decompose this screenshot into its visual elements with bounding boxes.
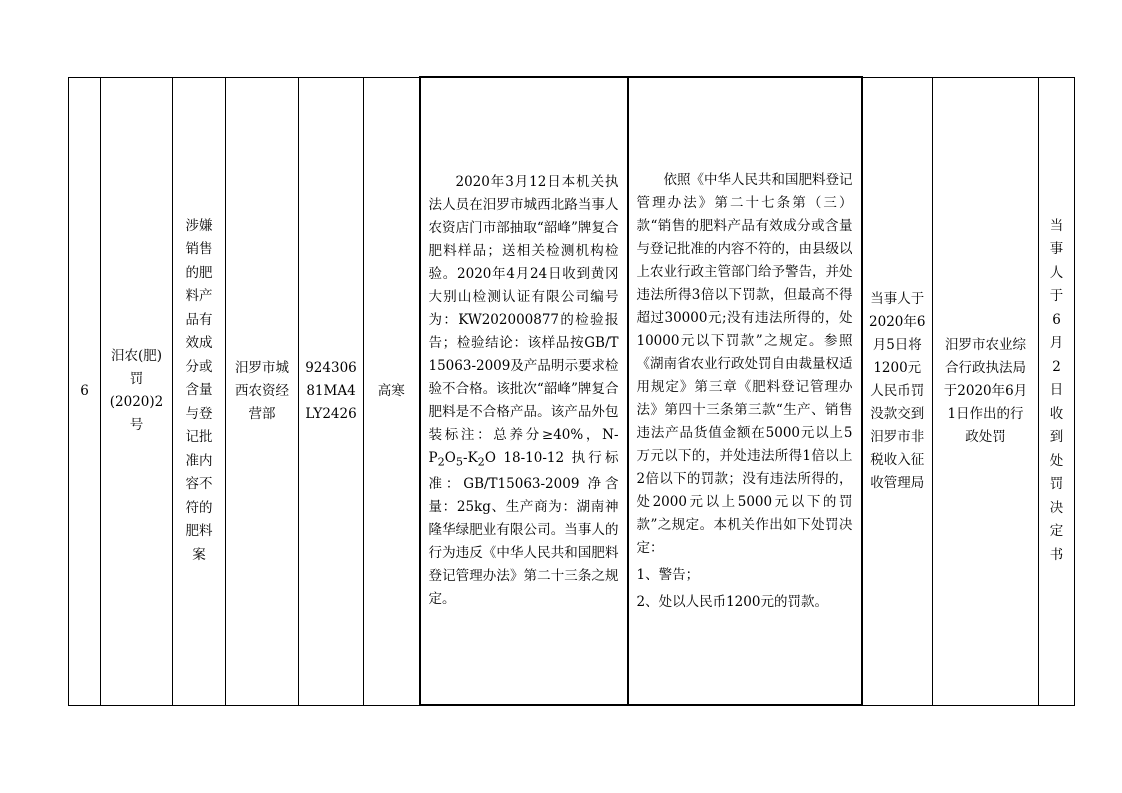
basis-item-1: 1、警告； bbox=[636, 566, 700, 583]
table-row bbox=[69, 77, 1075, 705]
credit-code-cell bbox=[299, 77, 364, 705]
case-name-cell bbox=[173, 77, 226, 705]
legal-rep: 高寒 bbox=[377, 382, 405, 399]
row-index bbox=[69, 77, 101, 705]
legal-rep-cell bbox=[364, 77, 420, 705]
credit-code: 92430681MA4LY2426 bbox=[305, 359, 357, 422]
doc-number-cell bbox=[101, 77, 173, 705]
authority-text: 汨罗市农业综合行政执法局于2020年6月1日作出的行政处罚 bbox=[943, 336, 1028, 445]
doc-number: 汨农(肥)罚(2020)2号 bbox=[109, 348, 164, 433]
facts-text: 2020年3月12日本机关执法人员在汨罗市城西北路当事人农资店门市部抽取“韶峰”牌复合肥料样品；送相关检测机构检验。2020年4月24日收到黄冈大别山检测认证有限公司编号为：KW202000877的检验报告；检验结论：该样品按GB/T 15063-2009及产品明示要求检验不合格。该批次“韶峰”牌复合肥料是不合格产品。该产品外包装标注：总养分≥40%，$N-P_2O_5-K_2O$ 18-10-12 执行标准：GB/T15063-2009 净含量：25kg、生产商为：湖南神隆华绿肥业有限公司。当事人的行为违反《中华人民共和国肥料登记管理办法》第二十三条之规定。 bbox=[428, 173, 619, 608]
remark-cell bbox=[1039, 77, 1075, 705]
party-name: 汨罗市城西农资经营部 bbox=[235, 359, 289, 422]
row-index-value: 6 bbox=[80, 382, 89, 399]
authority-cell bbox=[933, 77, 1039, 705]
basis-cell bbox=[628, 77, 862, 705]
execution-text: 当事人于2020年6月5日将1200元人民币罚没款交到汨罗市非税收入征收管理局 bbox=[869, 290, 926, 491]
remark-text: 当事人于6月2日收到处罚决定书 bbox=[1049, 217, 1064, 563]
party-name-cell bbox=[226, 77, 299, 705]
facts-cell bbox=[420, 77, 628, 705]
execution-cell bbox=[862, 77, 933, 705]
case-name: 涉嫌销售的肥料产品有效成分或含量与登记批准内容不符的肥料案 bbox=[185, 217, 213, 563]
basis-item-2: 2、处以人民币1200元的罚款。 bbox=[636, 593, 828, 610]
basis-text: 依照《中华人民共和国肥料登记管理办法》第二十七条第（三）款“销售的肥料产品有效成分或含量与登记批准的内容不符的，由县级以上农业行政主管部门给予警告，并处违法所得3倍以下罚款，但最高不得超过30000元;没有违法所得的，处10000元以下罚款”之规定。参照《湖南省农业行政处罚自由裁量权适用规定》第三章《肥料登记管理办法》第四十三条第三款“生产、销售违法产品货值金额在5000元以上5万元以下的，并处违法所得1倍以上2倍以下的罚款；没有违法所得的，处2000元以上5000元以下的罚款”之规定。本机关作出如下处罚决定： bbox=[636, 171, 853, 556]
penalty-table bbox=[68, 76, 1075, 706]
